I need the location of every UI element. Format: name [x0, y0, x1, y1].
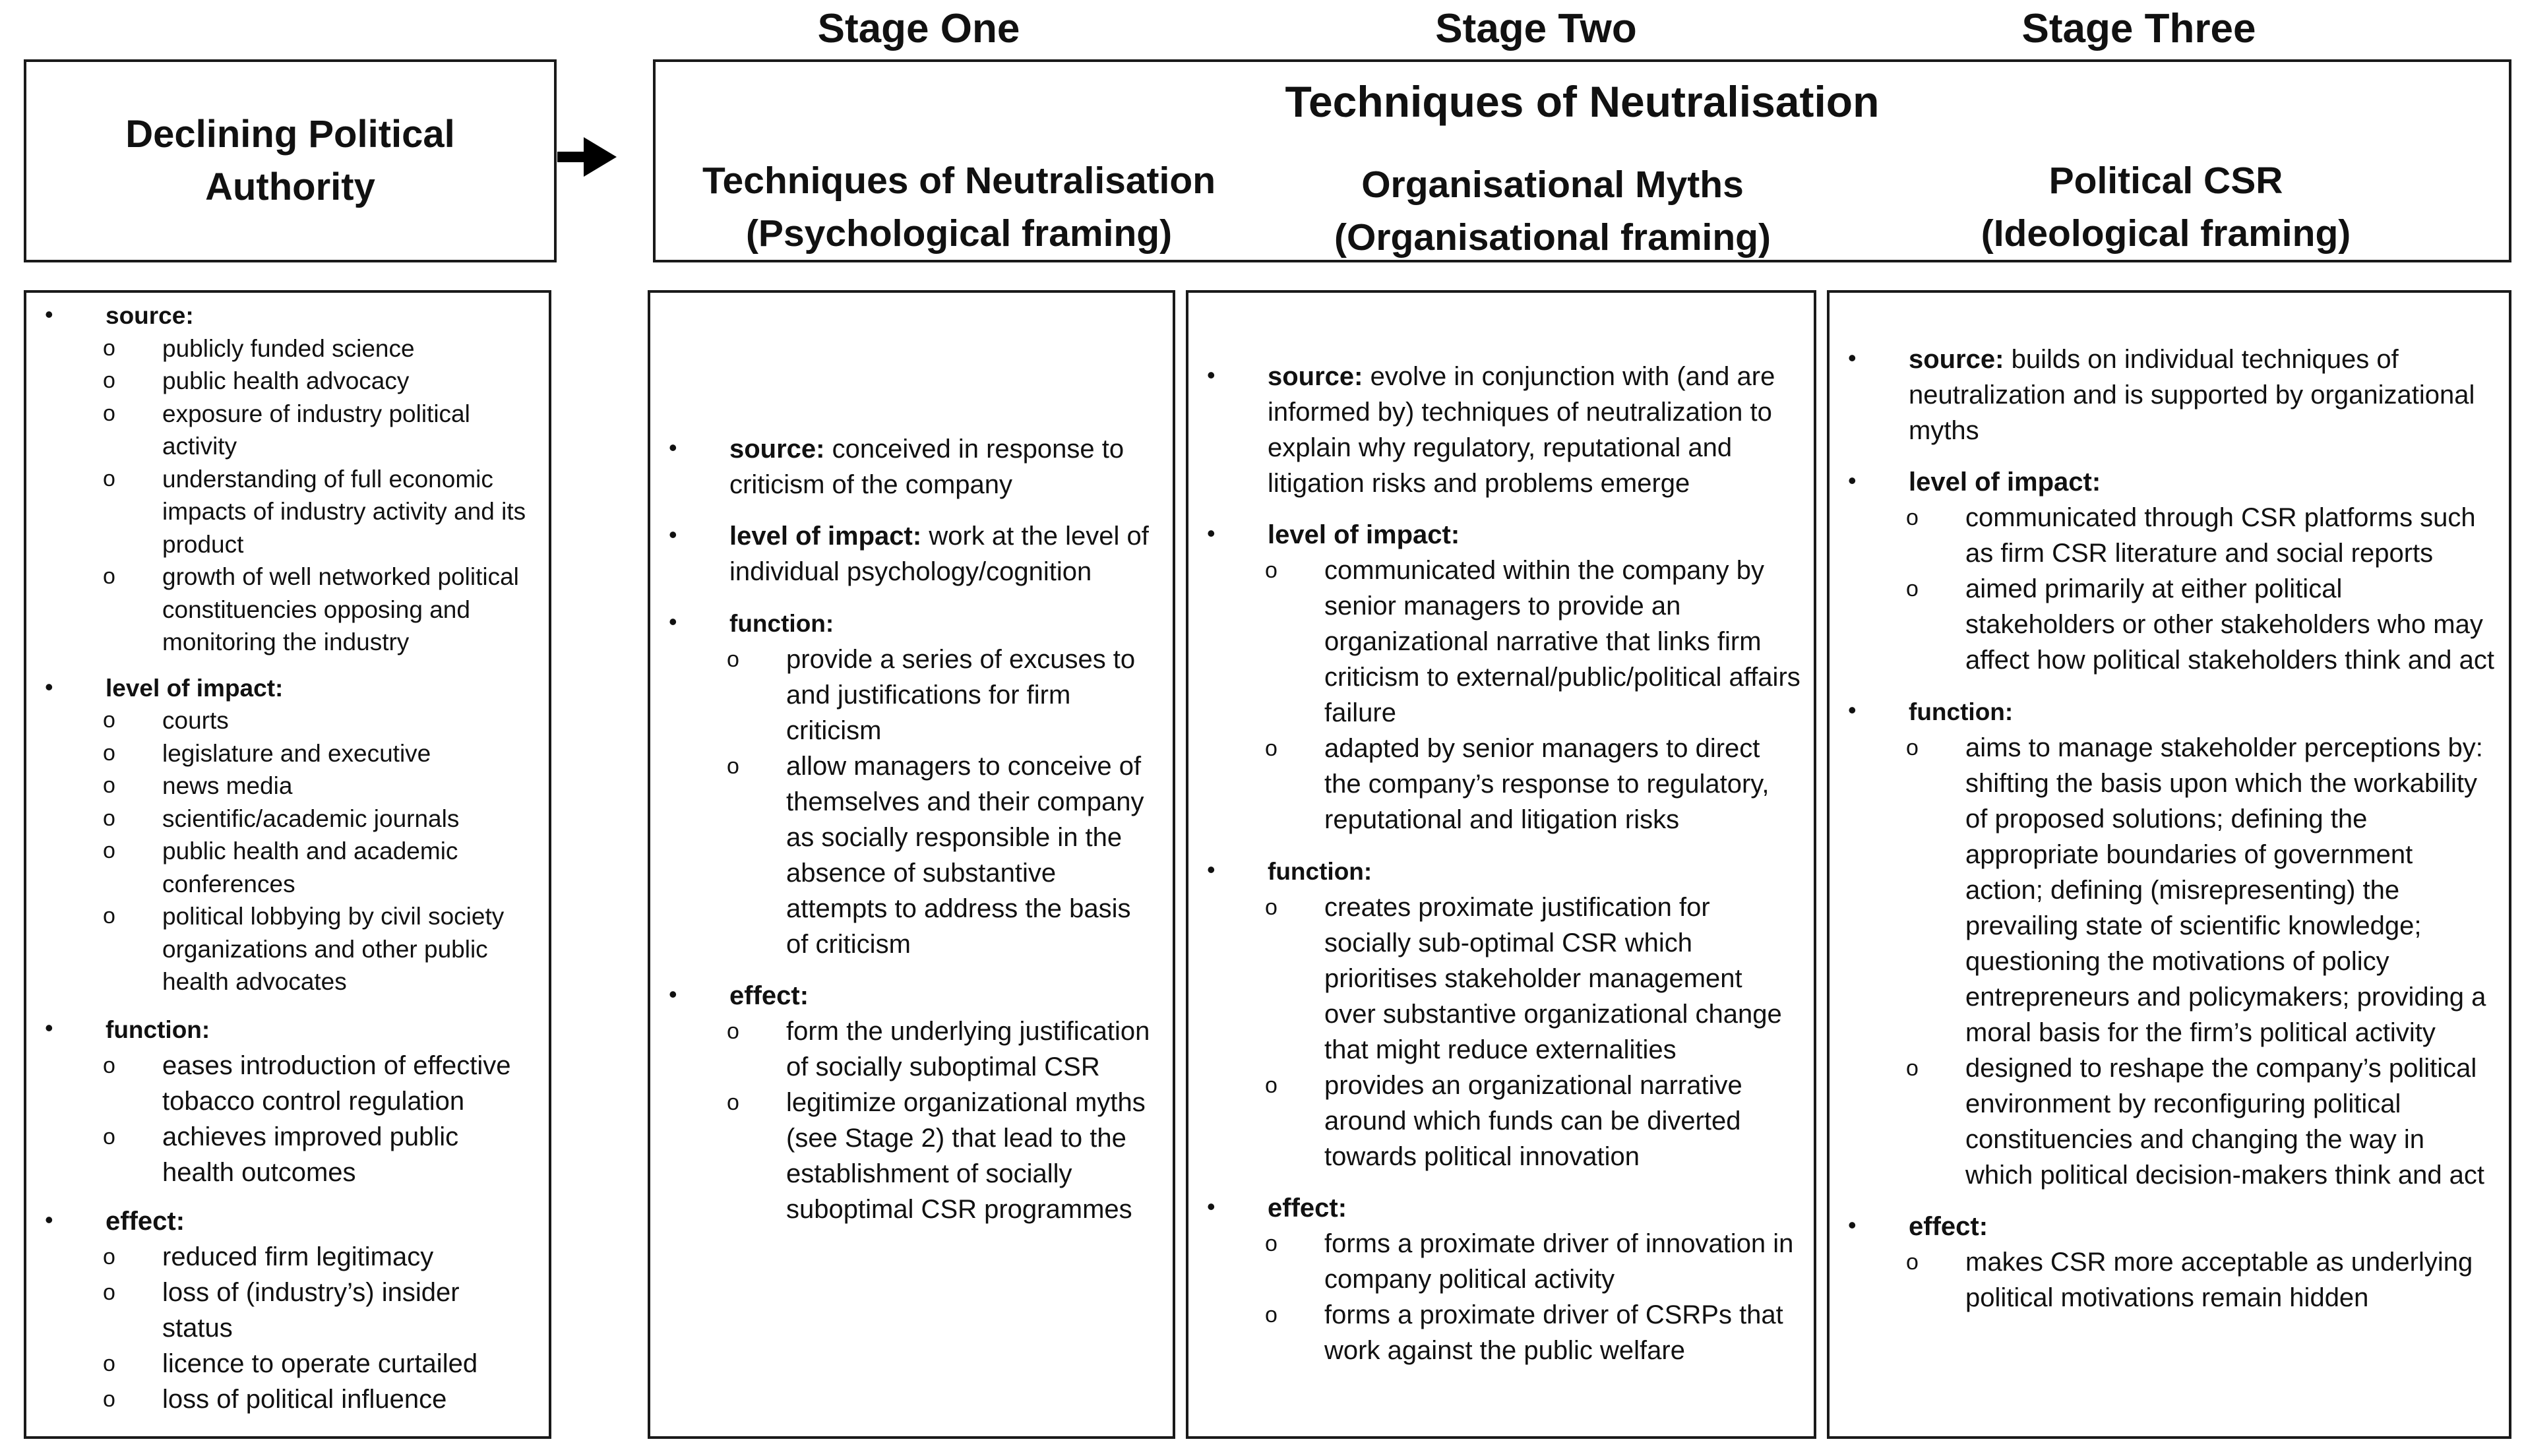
list-item	[727, 642, 1159, 748]
list-item-text: growth of well networked political constituencies opposing and monitoring the industry	[162, 563, 519, 655]
bullet-icon: •	[1848, 1211, 1857, 1238]
stage-two-impact-label: level of impact:	[1268, 520, 1460, 549]
declining-authority-panel	[24, 290, 551, 1439]
stage-one-source-text: conceived in response to criticism of the company	[729, 435, 1124, 499]
list-item	[727, 1085, 1159, 1227]
stage-three-source-text: builds on individual techniques of neutralization and is supported by organizational myths	[1909, 345, 2475, 445]
list-item	[1265, 731, 1801, 837]
stage-one-function-items	[729, 642, 1159, 962]
stage-two-impact	[1207, 517, 1801, 837]
circle-bullet-icon: o	[103, 1279, 115, 1305]
list-item-text: aims to manage stakeholder perceptions by: shifting the basis upon which the workability of proposed solutions; defining the appropriate boundaries of government action; defining (misrepresenting) the prevailing state of scientific knowledge; questioning the motivations of policy entrepreneurs and policymakers; providing a moral basis for the firm’s political activity	[1965, 733, 2486, 1047]
list-item	[1265, 890, 1801, 1068]
techniques-header-box	[653, 59, 2511, 262]
list-item	[103, 398, 536, 463]
list-item	[1265, 553, 1801, 731]
bullet-icon: •	[669, 434, 677, 461]
bullet-icon: •	[669, 521, 677, 548]
circle-bullet-icon: o	[103, 466, 115, 491]
circle-bullet-icon: o	[727, 754, 739, 779]
circle-bullet-icon: o	[1906, 735, 1919, 760]
circle-bullet-icon: o	[103, 1052, 115, 1078]
circle-bullet-icon: o	[103, 708, 115, 733]
circle-bullet-icon: o	[1906, 576, 1919, 601]
list-item	[1906, 1050, 2496, 1193]
stage-three-function-label: function:	[1909, 698, 2014, 725]
list-item	[1265, 1068, 1801, 1174]
list-item	[1906, 730, 2496, 1050]
list-item-text: provides an organizational narrative around which funds can be diverted towards political innovation	[1324, 1071, 1742, 1171]
stage-two-source	[1207, 359, 1801, 501]
stage-three-source-label: source:	[1909, 345, 2004, 374]
stage-two-effect-label: effect:	[1268, 1194, 1347, 1223]
stage-one-impact	[669, 518, 1159, 590]
column-title-psychological	[675, 154, 1243, 260]
list-item	[103, 770, 536, 803]
stage-one-source	[669, 431, 1159, 502]
bullet-icon: •	[1207, 856, 1216, 883]
list-item-text: communicated through CSR platforms such as firm CSR literature and social reports	[1965, 503, 2476, 568]
stage-two-function	[1207, 853, 1801, 1174]
circle-bullet-icon: o	[103, 838, 115, 863]
circle-bullet-icon: o	[103, 1124, 115, 1149]
bullet-icon: •	[45, 1205, 53, 1233]
stage-one-function-label: function:	[729, 610, 834, 637]
stage-three-panel	[1827, 290, 2511, 1439]
bullet-icon: •	[45, 673, 53, 700]
list-item-text: political lobbying by civil society organizations and other public health advocates	[162, 903, 505, 995]
list-item-text: licence to operate curtailed	[162, 1349, 478, 1378]
list-item-text: understanding of full economic impacts of industry activity and its product	[162, 465, 526, 558]
bullet-icon: •	[1207, 361, 1216, 388]
circle-bullet-icon: o	[727, 1090, 739, 1115]
stage-three-impact-items	[1906, 500, 2496, 678]
list-item-text: exposure of industry political activity	[162, 400, 470, 460]
stage-three-function	[1848, 694, 2496, 1193]
stage-one-heading: Stage One	[817, 6, 1020, 51]
column-title-organisational	[1308, 158, 1797, 264]
circle-bullet-icon: o	[103, 335, 115, 361]
bullet-icon: •	[1207, 520, 1216, 547]
bullet-icon: •	[1848, 696, 1857, 723]
circle-bullet-icon: o	[103, 805, 115, 831]
stage-two-source-label: source:	[1268, 362, 1363, 391]
list-item	[1265, 1226, 1801, 1297]
list-item	[103, 1275, 536, 1346]
bullet-icon: •	[45, 301, 53, 328]
declining-authority-title-line2: Authority	[205, 166, 375, 208]
circle-bullet-icon: o	[103, 400, 115, 426]
stage-two-effect-items	[1265, 1226, 1801, 1368]
list-item	[103, 1239, 536, 1275]
list-item-text: public health and academic conferences	[162, 837, 458, 897]
left-source-section	[45, 299, 536, 659]
stage-one-source-label: source:	[729, 435, 825, 464]
circle-bullet-icon: o	[103, 740, 115, 766]
stage-two-source-text: evolve in conjunction with (and are informed by) techniques of neutralization to explain why regulatory, reputational and litigation risks and problems emerge	[1268, 362, 1775, 498]
stage-two-function-items	[1265, 890, 1801, 1174]
list-item-text: communicated within the company by senior managers to provide an organizational narrative that links firm criticism to external/public/political affairs failure	[1324, 556, 1801, 727]
stage-three-function-items	[1906, 730, 2496, 1193]
stage-three-impact	[1848, 464, 2496, 678]
stage-three-heading: Stage Three	[2021, 6, 2256, 51]
list-item	[103, 900, 536, 998]
list-item	[103, 561, 536, 659]
circle-bullet-icon: o	[1265, 558, 1277, 583]
stage-three-effect-label: effect:	[1909, 1212, 1988, 1241]
list-item	[103, 1381, 536, 1417]
list-item	[103, 1119, 536, 1190]
list-item-text: loss of political influence	[162, 1384, 447, 1414]
stage-two-list	[1188, 293, 1814, 1368]
column-title-organisational-line1: Organisational Myths	[1361, 164, 1744, 206]
circle-bullet-icon: o	[103, 1386, 115, 1412]
list-item-text: designed to reshape the company’s political environment by reconfiguring political constituencies and changing the way in which political decision-makers think and act	[1965, 1054, 2485, 1190]
stage-one-impact-text: work at the level of individual psychology/cognition	[729, 522, 1149, 586]
stage-two-heading: Stage Two	[1435, 6, 1637, 51]
list-item-text: courts	[162, 707, 229, 734]
left-impact-label: level of impact:	[106, 674, 284, 702]
left-impact-section	[45, 672, 536, 998]
column-title-ideological-line1: Political CSR	[2048, 160, 2283, 202]
circle-bullet-icon: o	[1906, 505, 1919, 530]
circle-bullet-icon: o	[727, 1019, 739, 1044]
stage-three-effect-items	[1906, 1244, 2496, 1316]
techniques-main-title: Techniques of Neutralisation	[1285, 77, 1880, 126]
bullet-icon: •	[45, 1014, 53, 1041]
circle-bullet-icon: o	[1265, 736, 1277, 761]
list-item-text: loss of (industry’s) insider status	[162, 1277, 460, 1343]
stage-one-function	[669, 605, 1159, 962]
circle-bullet-icon: o	[1265, 1073, 1277, 1098]
circle-bullet-icon: o	[103, 773, 115, 798]
list-item	[103, 1048, 536, 1119]
circle-bullet-icon: o	[103, 564, 115, 589]
list-item-text: legislature and executive	[162, 739, 431, 767]
list-item	[727, 1014, 1159, 1085]
stage-one-effect-label: effect:	[729, 981, 809, 1010]
bullet-icon: •	[1207, 1193, 1216, 1220]
list-item	[1906, 571, 2496, 678]
left-impact-items	[103, 704, 536, 998]
circle-bullet-icon: o	[1265, 895, 1277, 920]
list-item-text: creates proximate justification for socially sub-optimal CSR which prioritises stakeholder management over substantive organizational change that might reduce externalities	[1324, 893, 1782, 1064]
list-item-text: public health advocacy	[162, 367, 410, 394]
list-item	[103, 737, 536, 770]
stage-two-function-label: function:	[1268, 858, 1372, 885]
list-item-text: publicly funded science	[162, 334, 415, 362]
stage-three-list	[1830, 293, 2509, 1316]
list-item	[103, 835, 536, 900]
circle-bullet-icon: o	[1906, 1250, 1919, 1275]
list-item-text: achieves improved public health outcomes	[162, 1122, 459, 1187]
list-item-text: aimed primarily at either political stakeholders or other stakeholders who may affect how political stakeholders think and act	[1965, 574, 2494, 675]
left-function-items	[103, 1048, 536, 1190]
list-item	[103, 803, 536, 835]
bullet-icon: •	[1848, 467, 1857, 494]
stage-three-source	[1848, 342, 2496, 448]
list-item-text: allow managers to conceive of themselves and their company as socially responsible in the absence of substantive attempts to address the basis of criticism	[786, 752, 1144, 959]
list-item	[103, 1346, 536, 1381]
list-item-text: adapted by senior managers to direct the company’s response to regulatory, reputational and litigation risks	[1324, 734, 1770, 834]
bullet-icon: •	[1848, 344, 1857, 371]
list-item-text: reduced firm legitimacy	[162, 1242, 434, 1271]
stage-one-effect	[669, 978, 1159, 1227]
declining-authority-title-line1: Declining Political	[125, 113, 455, 156]
list-item	[103, 704, 536, 737]
column-title-organisational-line2: (Organisational framing)	[1334, 216, 1771, 258]
list-item	[1906, 500, 2496, 571]
left-effect-items	[103, 1239, 536, 1417]
circle-bullet-icon: o	[103, 1244, 115, 1269]
stage-two-effect	[1207, 1190, 1801, 1368]
stage-three-impact-label: level of impact:	[1909, 468, 2101, 497]
stage-two-impact-items	[1265, 553, 1801, 837]
left-panel-list	[26, 293, 549, 1417]
stage-two-panel	[1186, 290, 1816, 1439]
circle-bullet-icon: o	[103, 903, 115, 928]
list-item-text: eases introduction of effective tobacco control regulation	[162, 1050, 511, 1116]
stage-three-effect	[1848, 1209, 2496, 1316]
bullet-icon: •	[669, 981, 677, 1008]
circle-bullet-icon: o	[1906, 1056, 1919, 1081]
arrow-right-icon	[557, 137, 617, 177]
circle-bullet-icon: o	[727, 647, 739, 672]
stage-one-list	[650, 293, 1173, 1227]
column-title-ideological-line2: (Ideological framing)	[1981, 212, 2351, 255]
column-title-ideological	[1928, 154, 2403, 260]
left-source-items	[103, 332, 536, 659]
list-item-text: legitimize organizational myths (see Stage 2) that lead to the establishment of socially suboptimal CSR programmes	[786, 1088, 1146, 1224]
list-item	[103, 365, 536, 398]
list-item	[103, 332, 536, 365]
left-effect-section	[45, 1203, 536, 1417]
circle-bullet-icon: o	[1265, 1302, 1277, 1327]
list-item-text: forms a proximate driver of innovation in company political activity	[1324, 1229, 1794, 1294]
circle-bullet-icon: o	[103, 368, 115, 393]
circle-bullet-icon: o	[103, 1350, 115, 1376]
declining-authority-header-box	[24, 59, 557, 262]
list-item-text: provide a series of excuses to and justifications for firm criticism	[786, 645, 1136, 745]
column-title-psychological-line2: (Psychological framing)	[745, 212, 1173, 255]
list-item-text: makes CSR more acceptable as underlying political motivations remain hidden	[1965, 1248, 2473, 1312]
stage-one-panel	[648, 290, 1175, 1439]
left-source-label: source:	[106, 302, 194, 329]
list-item	[103, 463, 536, 561]
list-item-text: form the underlying justification of socially suboptimal CSR	[786, 1017, 1150, 1081]
column-title-psychological-line1: Techniques of Neutralisation	[702, 160, 1216, 202]
list-item	[1906, 1244, 2496, 1316]
left-effect-label: effect:	[106, 1206, 185, 1236]
list-item-text: scientific/academic journals	[162, 804, 460, 832]
left-function-label: function:	[106, 1016, 210, 1043]
stage-one-impact-label: level of impact:	[729, 522, 922, 551]
list-item	[1265, 1297, 1801, 1368]
bullet-icon: •	[669, 608, 677, 635]
circle-bullet-icon: o	[1265, 1231, 1277, 1256]
left-function-section	[45, 1012, 536, 1190]
stage-one-effect-items	[729, 1014, 1159, 1227]
list-item	[727, 748, 1159, 962]
list-item-text: news media	[162, 772, 293, 799]
declining-authority-title	[125, 108, 455, 214]
list-item-text: forms a proximate driver of CSRPs that work against the public welfare	[1324, 1300, 1783, 1365]
